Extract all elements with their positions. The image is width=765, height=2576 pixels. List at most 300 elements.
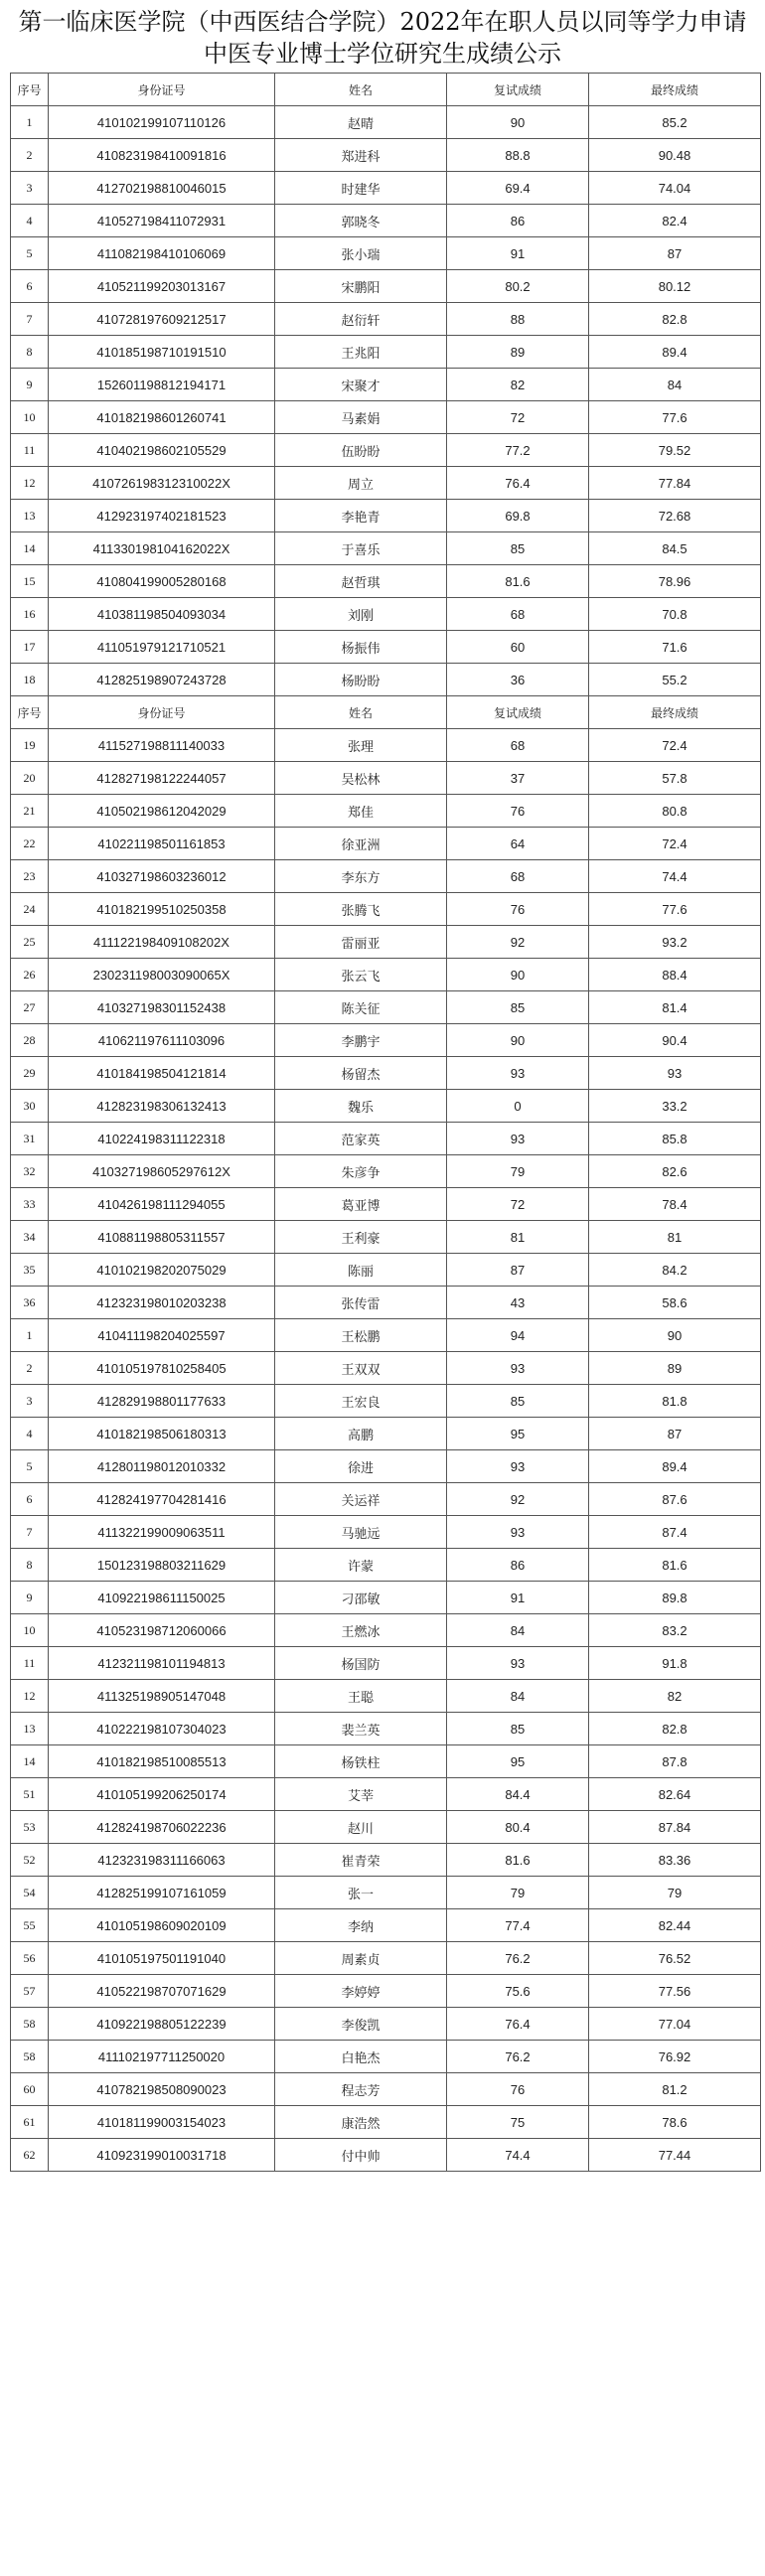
table-row: [11, 139, 761, 172]
cell-final-score: 90: [589, 1319, 761, 1352]
cell-name: 高鹏: [275, 1418, 447, 1450]
cell-retest-score: 95: [447, 1418, 589, 1450]
cell-seq: 58: [11, 2041, 49, 2073]
cell-id: 412825199107161059: [49, 1877, 275, 1909]
cell-seq: 4: [11, 1418, 49, 1450]
cell-retest-score: 0: [447, 1090, 589, 1123]
cell-id: 410222198107304023: [49, 1713, 275, 1745]
cell-final-score: 79.52: [589, 434, 761, 467]
document-title: [0, 0, 765, 72]
cell-final-score: 79: [589, 1877, 761, 1909]
cell-name: 郑佳: [275, 795, 447, 828]
title-line-2: 中医专业博士学位研究生成绩公示: [204, 40, 561, 68]
cell-retest-score: 72: [447, 401, 589, 434]
cell-name: 许蒙: [275, 1549, 447, 1582]
cell-final-score: 87.6: [589, 1483, 761, 1516]
cell-name: 李鹏宇: [275, 1024, 447, 1057]
cell-retest-score: 72: [447, 1188, 589, 1221]
cell-retest-score: 80.4: [447, 1811, 589, 1844]
cell-retest-score: 69.4: [447, 172, 589, 205]
cell-retest-score: 94: [447, 1319, 589, 1352]
cell-retest-score: 76.2: [447, 2041, 589, 2073]
cell-name: 王兆阳: [275, 336, 447, 369]
cell-seq: 57: [11, 1975, 49, 2008]
cell-retest-score: 88: [447, 303, 589, 336]
cell-name: 宋鹏阳: [275, 270, 447, 303]
cell-name: 康浩然: [275, 2106, 447, 2139]
cell-final-score: 72.4: [589, 828, 761, 860]
cell-name: 白艳杰: [275, 2041, 447, 2073]
table-row: [11, 860, 761, 893]
cell-id: 411122198409108202X: [49, 926, 275, 959]
cell-id: 410105197810258405: [49, 1352, 275, 1385]
cell-final-score: 78.4: [589, 1188, 761, 1221]
cell-id: 410105199206250174: [49, 1778, 275, 1811]
cell-name: 周素贞: [275, 1942, 447, 1975]
cell-id: 410402198602105529: [49, 434, 275, 467]
table-row: [11, 1352, 761, 1385]
table-row: [11, 1221, 761, 1254]
table-row: [11, 1418, 761, 1450]
table-row: [11, 565, 761, 598]
cell-retest-score: 37: [447, 762, 589, 795]
cell-id: 410426198111294055: [49, 1188, 275, 1221]
cell-final-score: 77.6: [589, 893, 761, 926]
cell-seq: 8: [11, 1549, 49, 1582]
cell-name: 张一: [275, 1877, 447, 1909]
cell-name: 李纳: [275, 1909, 447, 1942]
cell-retest-score: 92: [447, 1483, 589, 1516]
cell-name: 崔青荣: [275, 1844, 447, 1877]
cell-retest-score: 36: [447, 664, 589, 696]
cell-seq: 22: [11, 828, 49, 860]
cell-retest-score: 76: [447, 2073, 589, 2106]
cell-name: 付中帅: [275, 2139, 447, 2172]
cell-name: 杨盼盼: [275, 664, 447, 696]
cell-final-score: 85.2: [589, 106, 761, 139]
cell-retest-score: 91: [447, 237, 589, 270]
cell-id: 410182198506180313: [49, 1418, 275, 1450]
cell-retest-score: 90: [447, 106, 589, 139]
cell-final-score: 89.4: [589, 1450, 761, 1483]
cell-seq: 53: [11, 1811, 49, 1844]
cell-final-score: 82.4: [589, 205, 761, 237]
cell-name: 刘刚: [275, 598, 447, 631]
cell-final-score: 81: [589, 1221, 761, 1254]
cell-final-score: 70.8: [589, 598, 761, 631]
cell-seq: 12: [11, 467, 49, 500]
cell-id: 410327198301152438: [49, 991, 275, 1024]
cell-name: 刁邵敏: [275, 1582, 447, 1614]
cell-name: 于喜乐: [275, 532, 447, 565]
table-row: [11, 1942, 761, 1975]
cell-final-score: 78.6: [589, 2106, 761, 2139]
table-row: [11, 926, 761, 959]
cell-seq: 52: [11, 1844, 49, 1877]
cell-retest-score: 85: [447, 991, 589, 1024]
table-row: [11, 1155, 761, 1188]
cell-retest-score: 69.8: [447, 500, 589, 532]
table-row: [11, 1385, 761, 1418]
cell-final-score: 76.52: [589, 1942, 761, 1975]
cell-retest-score: 93: [447, 1352, 589, 1385]
cell-id: 410182198601260741: [49, 401, 275, 434]
cell-id: 410881198805311557: [49, 1221, 275, 1254]
cell-id: 412323198311166063: [49, 1844, 275, 1877]
table-row: [11, 303, 761, 336]
table-row: [11, 664, 761, 696]
cell-seq: 13: [11, 1713, 49, 1745]
cell-retest-score: 81: [447, 1221, 589, 1254]
cell-id: 410922198805122239: [49, 2008, 275, 2041]
table-row: [11, 1287, 761, 1319]
table-row: [11, 893, 761, 926]
cell-retest-score: 81.6: [447, 1844, 589, 1877]
cell-retest-score: 80.2: [447, 270, 589, 303]
cell-id: 410327198603236012: [49, 860, 275, 893]
cell-seq: 1: [11, 1319, 49, 1352]
table-row: [11, 1680, 761, 1713]
cell-name: 李艳青: [275, 500, 447, 532]
cell-retest-score: 68: [447, 860, 589, 893]
cell-id: 410105198609020109: [49, 1909, 275, 1942]
cell-name: 杨铁柱: [275, 1745, 447, 1778]
cell-final-score: 90.48: [589, 139, 761, 172]
cell-seq: 21: [11, 795, 49, 828]
cell-name: 时建华: [275, 172, 447, 205]
cell-seq: 17: [11, 631, 49, 664]
cell-final-score: 77.44: [589, 2139, 761, 2172]
cell-seq: 15: [11, 565, 49, 598]
cell-final-score: 82.44: [589, 1909, 761, 1942]
cell-retest-score: 76.2: [447, 1942, 589, 1975]
cell-final-score: 87: [589, 237, 761, 270]
cell-id: 411325198905147048: [49, 1680, 275, 1713]
cell-final-score: 80.8: [589, 795, 761, 828]
score-table-body: [11, 74, 761, 2172]
table-row: [11, 1745, 761, 1778]
cell-id: 410728197609212517: [49, 303, 275, 336]
cell-name: 艾莘: [275, 1778, 447, 1811]
cell-retest-score: 68: [447, 598, 589, 631]
cell-name: 徐亚洲: [275, 828, 447, 860]
table-row: [11, 1450, 761, 1483]
table-row: [11, 762, 761, 795]
cell-retest-score: 79: [447, 1877, 589, 1909]
cell-final-score: 84.5: [589, 532, 761, 565]
cell-seq: 55: [11, 1909, 49, 1942]
cell-name: 王聪: [275, 1680, 447, 1713]
cell-name: 葛亚博: [275, 1188, 447, 1221]
cell-final-score: 77.84: [589, 467, 761, 500]
cell-name: 李东方: [275, 860, 447, 893]
cell-final-score: 93: [589, 1057, 761, 1090]
cell-seq: 3: [11, 172, 49, 205]
cell-id: 411322199009063511: [49, 1516, 275, 1549]
cell-seq: 12: [11, 1680, 49, 1713]
cell-name: 陈关征: [275, 991, 447, 1024]
cell-seq: 34: [11, 1221, 49, 1254]
cell-name: 赵晴: [275, 106, 447, 139]
cell-seq: 24: [11, 893, 49, 926]
table-row: [11, 500, 761, 532]
table-header-row: [11, 74, 761, 106]
cell-seq: 16: [11, 598, 49, 631]
cell-retest-score: 77.2: [447, 434, 589, 467]
table-row: [11, 1582, 761, 1614]
cell-seq: 56: [11, 1942, 49, 1975]
table-row: [11, 2041, 761, 2073]
header-cell: 最终成绩: [589, 696, 761, 729]
cell-id: 410621197611103096: [49, 1024, 275, 1057]
cell-name: 魏乐: [275, 1090, 447, 1123]
cell-seq: 10: [11, 1614, 49, 1647]
cell-retest-score: 75.6: [447, 1975, 589, 2008]
table-row: [11, 172, 761, 205]
header-cell: 姓名: [275, 696, 447, 729]
table-row: [11, 401, 761, 434]
table-row: [11, 1778, 761, 1811]
table-row: [11, 467, 761, 500]
cell-final-score: 33.2: [589, 1090, 761, 1123]
table-row: [11, 106, 761, 139]
cell-retest-score: 85: [447, 1385, 589, 1418]
cell-name: 张腾飞: [275, 893, 447, 926]
cell-retest-score: 86: [447, 205, 589, 237]
cell-id: 411082198410106069: [49, 237, 275, 270]
cell-id: 410522198707071629: [49, 1975, 275, 2008]
cell-final-score: 72.68: [589, 500, 761, 532]
cell-name: 马素娟: [275, 401, 447, 434]
cell-seq: 11: [11, 1647, 49, 1680]
cell-name: 王燃冰: [275, 1614, 447, 1647]
header-cell: 序号: [11, 696, 49, 729]
cell-retest-score: 93: [447, 1123, 589, 1155]
cell-retest-score: 93: [447, 1516, 589, 1549]
cell-final-score: 89.8: [589, 1582, 761, 1614]
cell-final-score: 89.4: [589, 336, 761, 369]
table-row: [11, 795, 761, 828]
cell-retest-score: 84.4: [447, 1778, 589, 1811]
table-row: [11, 1713, 761, 1745]
cell-name: 朱彦争: [275, 1155, 447, 1188]
cell-seq: 6: [11, 270, 49, 303]
cell-retest-score: 81.6: [447, 565, 589, 598]
cell-name: 吴松林: [275, 762, 447, 795]
cell-id: 410182198510085513: [49, 1745, 275, 1778]
cell-name: 程志芳: [275, 2073, 447, 2106]
table-row: [11, 1877, 761, 1909]
header-cell: 姓名: [275, 74, 447, 106]
cell-id: 410184198504121814: [49, 1057, 275, 1090]
cell-name: 李婷婷: [275, 1975, 447, 2008]
cell-id: 412321198101194813: [49, 1647, 275, 1680]
cell-id: 410823198410091816: [49, 139, 275, 172]
cell-seq: 18: [11, 664, 49, 696]
cell-name: 裴兰英: [275, 1713, 447, 1745]
table-row: [11, 1614, 761, 1647]
table-row: [11, 598, 761, 631]
table-row: [11, 959, 761, 991]
cell-name: 杨振伟: [275, 631, 447, 664]
cell-seq: 28: [11, 1024, 49, 1057]
cell-seq: 8: [11, 336, 49, 369]
cell-final-score: 80.12: [589, 270, 761, 303]
cell-retest-score: 93: [447, 1057, 589, 1090]
table-row: [11, 828, 761, 860]
cell-final-score: 90.4: [589, 1024, 761, 1057]
cell-id: 412801198012010332: [49, 1450, 275, 1483]
cell-id: 410804199005280168: [49, 565, 275, 598]
cell-name: 张小瑞: [275, 237, 447, 270]
cell-final-score: 81.4: [589, 991, 761, 1024]
cell-seq: 6: [11, 1483, 49, 1516]
table-row: [11, 1123, 761, 1155]
cell-final-score: 72.4: [589, 729, 761, 762]
cell-name: 李俊凯: [275, 2008, 447, 2041]
cell-final-score: 85.8: [589, 1123, 761, 1155]
cell-seq: 3: [11, 1385, 49, 1418]
cell-retest-score: 77.4: [447, 1909, 589, 1942]
cell-final-score: 91.8: [589, 1647, 761, 1680]
cell-id: 410224198311122318: [49, 1123, 275, 1155]
table-row: [11, 1647, 761, 1680]
table-row: [11, 1844, 761, 1877]
cell-id: 410782198508090023: [49, 2073, 275, 2106]
cell-id: 410527198411072931: [49, 205, 275, 237]
cell-id: 410185198710191510: [49, 336, 275, 369]
table-row: [11, 1516, 761, 1549]
table-row: [11, 729, 761, 762]
cell-seq: 5: [11, 1450, 49, 1483]
cell-retest-score: 76: [447, 795, 589, 828]
cell-id: 152601198812194171: [49, 369, 275, 401]
cell-id: 410922198611150025: [49, 1582, 275, 1614]
cell-id: 410182199510250358: [49, 893, 275, 926]
table-row: [11, 270, 761, 303]
cell-retest-score: 86: [447, 1549, 589, 1582]
cell-retest-score: 93: [447, 1647, 589, 1680]
table-row: [11, 2008, 761, 2041]
cell-seq: 29: [11, 1057, 49, 1090]
cell-name: 陈丽: [275, 1254, 447, 1287]
cell-seq: 26: [11, 959, 49, 991]
table-row: [11, 1549, 761, 1582]
table-row: [11, 1319, 761, 1352]
cell-name: 周立: [275, 467, 447, 500]
cell-id: 412827198122244057: [49, 762, 275, 795]
cell-seq: 2: [11, 1352, 49, 1385]
header-cell: 序号: [11, 74, 49, 106]
cell-seq: 14: [11, 532, 49, 565]
cell-retest-score: 89: [447, 336, 589, 369]
cell-retest-score: 75: [447, 2106, 589, 2139]
cell-retest-score: 68: [447, 729, 589, 762]
table-row: [11, 1024, 761, 1057]
cell-name: 杨留杰: [275, 1057, 447, 1090]
cell-final-score: 74.04: [589, 172, 761, 205]
cell-name: 伍盼盼: [275, 434, 447, 467]
cell-final-score: 77.56: [589, 1975, 761, 2008]
cell-id: 411051979121710521: [49, 631, 275, 664]
table-row: [11, 2073, 761, 2106]
cell-seq: 58: [11, 2008, 49, 2041]
cell-id: 412923197402181523: [49, 500, 275, 532]
cell-final-score: 82: [589, 1680, 761, 1713]
cell-id: 410381198504093034: [49, 598, 275, 631]
title-line-1: 第一临床医学院（中西医结合学院）2022年在职人员以同等学力申请: [18, 8, 747, 36]
table-row: [11, 1188, 761, 1221]
score-table: [10, 73, 761, 2172]
cell-retest-score: 84: [447, 1680, 589, 1713]
cell-retest-score: 90: [447, 959, 589, 991]
cell-id: 410105197501191040: [49, 1942, 275, 1975]
header-cell: 复试成绩: [447, 696, 589, 729]
cell-final-score: 87.8: [589, 1745, 761, 1778]
cell-name: 王松鹏: [275, 1319, 447, 1352]
cell-retest-score: 76.4: [447, 2008, 589, 2041]
cell-name: 王宏良: [275, 1385, 447, 1418]
header-cell: 身份证号: [49, 696, 275, 729]
cell-final-score: 83.2: [589, 1614, 761, 1647]
cell-retest-score: 85: [447, 1713, 589, 1745]
cell-id: 410726198312310022X: [49, 467, 275, 500]
cell-seq: 9: [11, 1582, 49, 1614]
cell-name: 郭晓冬: [275, 205, 447, 237]
cell-name: 张传雷: [275, 1287, 447, 1319]
cell-retest-score: 85: [447, 532, 589, 565]
cell-id: 230231198003090065X: [49, 959, 275, 991]
cell-seq: 62: [11, 2139, 49, 2172]
cell-id: 410102198202075029: [49, 1254, 275, 1287]
cell-retest-score: 76.4: [447, 467, 589, 500]
cell-id: 412823198306132413: [49, 1090, 275, 1123]
cell-id: 412702198810046015: [49, 172, 275, 205]
cell-seq: 13: [11, 500, 49, 532]
cell-id: 410327198605297612X: [49, 1155, 275, 1188]
cell-id: 412323198010203238: [49, 1287, 275, 1319]
cell-final-score: 77.04: [589, 2008, 761, 2041]
cell-id: 411102197711250020: [49, 2041, 275, 2073]
cell-seq: 36: [11, 1287, 49, 1319]
cell-seq: 35: [11, 1254, 49, 1287]
header-cell: 身份证号: [49, 74, 275, 106]
cell-id: 410221198501161853: [49, 828, 275, 860]
cell-retest-score: 84: [447, 1614, 589, 1647]
header-cell: 复试成绩: [447, 74, 589, 106]
cell-id: 410523198712060066: [49, 1614, 275, 1647]
cell-name: 王利豪: [275, 1221, 447, 1254]
cell-id: 410923199010031718: [49, 2139, 275, 2172]
cell-id: 410181199003154023: [49, 2106, 275, 2139]
cell-final-score: 87.84: [589, 1811, 761, 1844]
cell-retest-score: 90: [447, 1024, 589, 1057]
table-row: [11, 336, 761, 369]
table-header-row: [11, 696, 761, 729]
table-row: [11, 205, 761, 237]
table-row: [11, 434, 761, 467]
cell-seq: 7: [11, 1516, 49, 1549]
cell-final-score: 83.36: [589, 1844, 761, 1877]
cell-name: 郑进科: [275, 139, 447, 172]
cell-seq: 19: [11, 729, 49, 762]
cell-name: 赵川: [275, 1811, 447, 1844]
cell-retest-score: 92: [447, 926, 589, 959]
cell-seq: 20: [11, 762, 49, 795]
cell-final-score: 87.4: [589, 1516, 761, 1549]
cell-id: 410411198204025597: [49, 1319, 275, 1352]
cell-name: 杨国防: [275, 1647, 447, 1680]
